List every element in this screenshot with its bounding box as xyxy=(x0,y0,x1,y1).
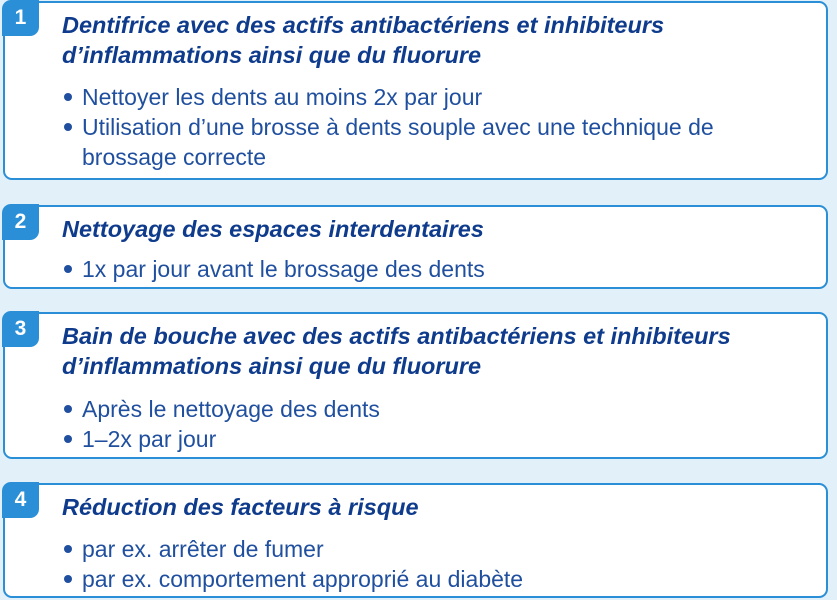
list-item xyxy=(62,534,812,564)
bullet-text: par ex. comportement approprié au diabète xyxy=(82,566,524,592)
bullet-icon xyxy=(64,575,72,583)
step-bullet-list xyxy=(62,534,812,594)
list-item xyxy=(62,564,812,594)
step-card-4 xyxy=(3,483,828,598)
step-title: Dentifrice avec des actifs antibactériens et inhibiteurs d’inflammations ainsi que du fluorure xyxy=(62,12,665,68)
step-bullet-list xyxy=(62,254,812,284)
step-title: Bain de bouche avec des actifs antibactériens et inhibiteurs d’inflammations ainsi que du fluorure xyxy=(62,323,731,379)
bullet-icon xyxy=(64,265,72,273)
bullet-icon xyxy=(64,435,72,443)
step-title: Réduction des facteurs à risque xyxy=(62,494,419,520)
bullet-icon xyxy=(64,123,72,131)
step-bullet-list xyxy=(62,394,812,454)
bullet-icon xyxy=(64,545,72,553)
step-card-2 xyxy=(3,205,828,289)
bullet-text: par ex. arrêter de fumer xyxy=(82,536,324,562)
step-number-badge: 3 xyxy=(2,311,39,347)
step-number-badge: 1 xyxy=(2,0,39,36)
bullet-icon xyxy=(64,405,72,413)
step-number-badge: 2 xyxy=(2,204,39,240)
list-item xyxy=(62,82,812,112)
bullet-text: 1–2x par jour xyxy=(82,426,217,452)
step-title: Nettoyage des espaces interdentaires xyxy=(62,216,484,242)
step-number-badge: 4 xyxy=(2,482,39,518)
bullet-text: 1x par jour avant le brossage des dents xyxy=(82,256,485,282)
bullet-text: Utilisation d’une brosse à dents souple avec une technique de brossage correcte xyxy=(82,114,714,170)
list-item xyxy=(62,394,812,424)
list-item xyxy=(62,254,812,284)
step-bullet-list xyxy=(62,82,812,172)
bullet-text: Nettoyer les dents au moins 2x par jour xyxy=(82,84,483,110)
bullet-text: Après le nettoyage des dents xyxy=(82,396,380,422)
step-card-1 xyxy=(3,1,828,180)
bullet-icon xyxy=(64,93,72,101)
step-card-3 xyxy=(3,312,828,459)
list-item xyxy=(62,424,812,454)
list-item xyxy=(62,112,812,172)
